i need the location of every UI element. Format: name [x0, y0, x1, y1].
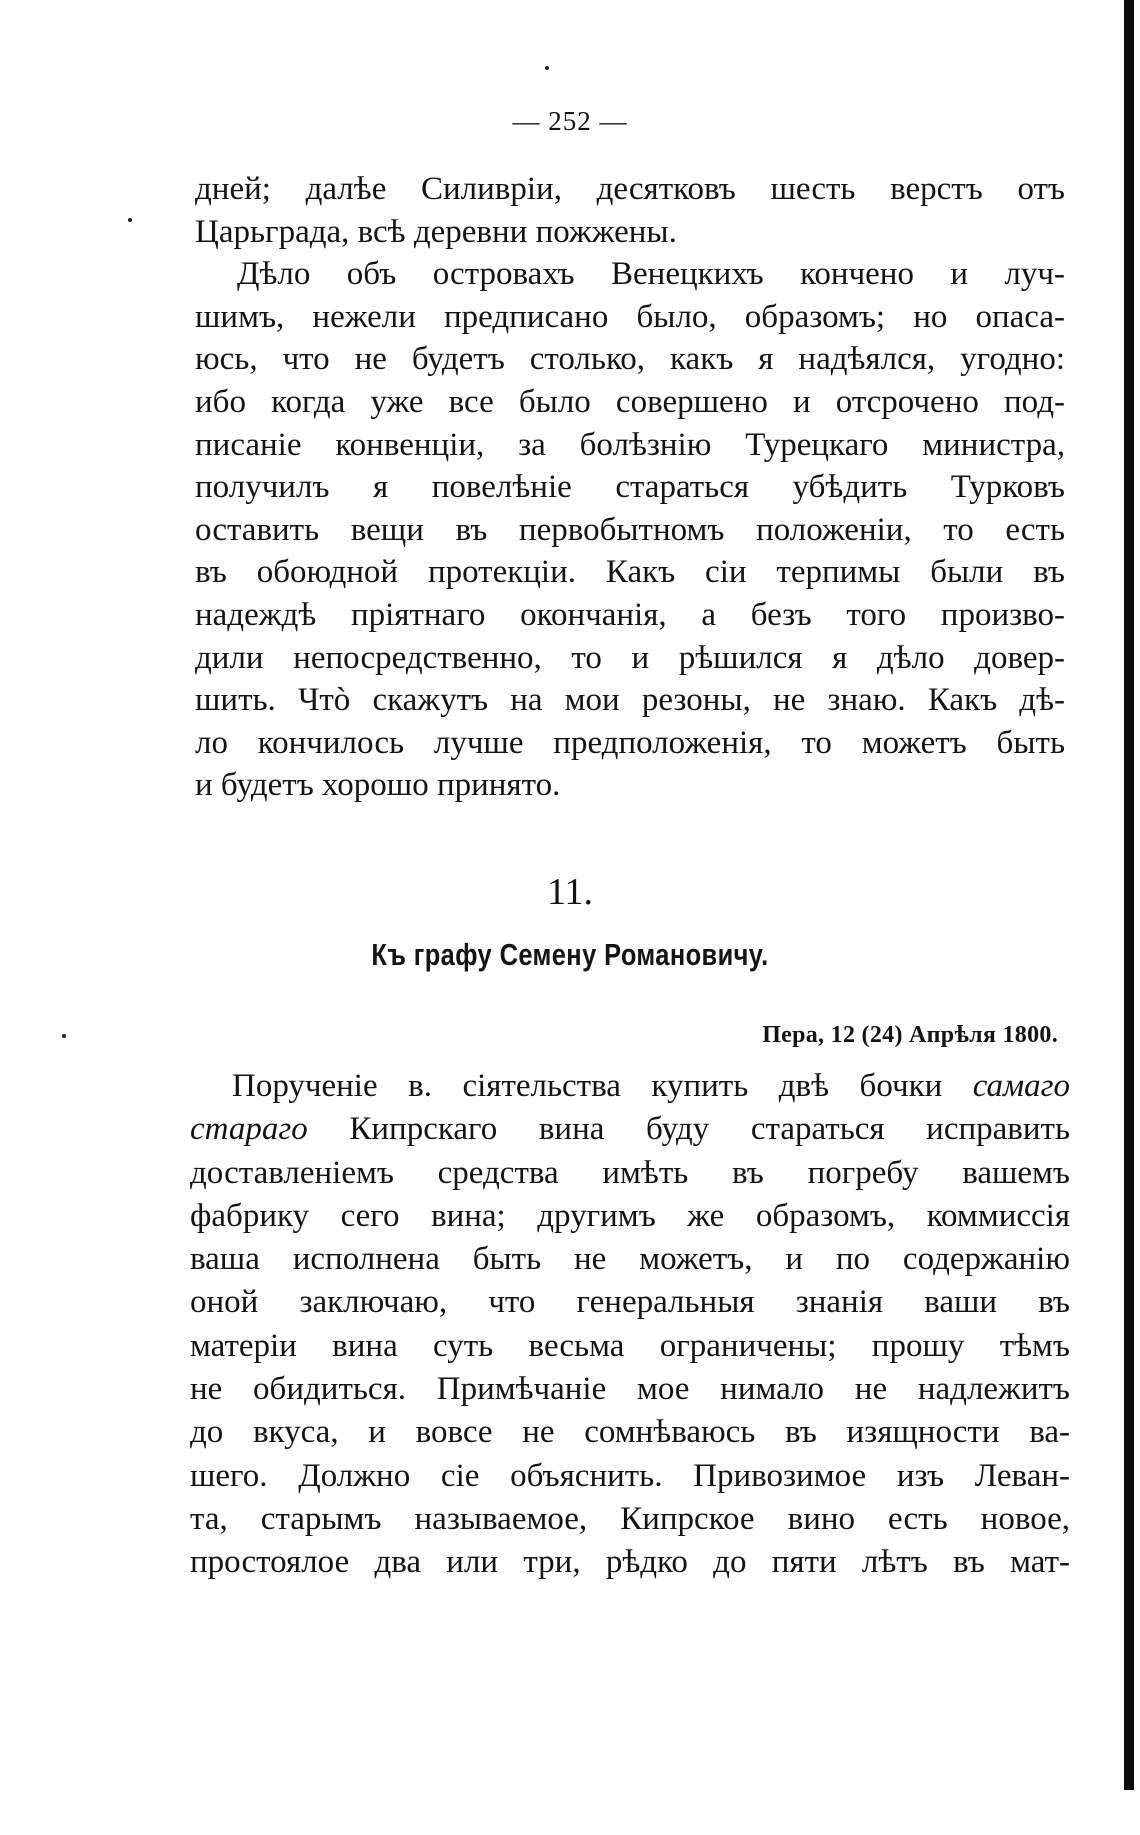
- text-line: оной заключаю, что генеральныя знанiя ваши въ: [190, 1284, 1070, 1321]
- text-line: Царьграда, всѣ деревни пожжены.: [195, 213, 677, 250]
- italic-run: стараго: [190, 1111, 308, 1148]
- text-line: въ обоюдной протекцiи. Какъ сiи терпимы были въ: [195, 554, 1065, 591]
- text-line: оставить вещи въ первобытномъ положенiи, то есть: [195, 511, 1065, 548]
- text-line: шего. Должно сiе объяснить. Привозимое изъ Леван-: [190, 1457, 1070, 1494]
- text-block-upper: [195, 168, 1065, 807]
- italic-run: самаго: [972, 1068, 1070, 1104]
- print-speck: [128, 218, 132, 222]
- text-line: дней; далѣе Силиврiи, десятковъ шесть верстъ отъ: [195, 171, 1065, 207]
- text-line: ибо когда уже все было совершено и отсрочено под-: [195, 383, 1065, 420]
- text-line: Дѣло объ островахъ Венецкихъ кончено и луч-: [237, 256, 1065, 293]
- text-line: не обидиться. Примѣчанiе мое нимало не надлежитъ: [190, 1371, 1070, 1408]
- dateline: Пера, 12 (24) Апрѣля 1800.: [762, 1022, 1058, 1048]
- text-line: доставленiемъ средства имѣть въ погребу вашемъ: [190, 1154, 1070, 1191]
- text-line: ваша исполнена быть не можетъ, и по содержанiю: [190, 1241, 1070, 1278]
- page-number: — 252 —: [512, 106, 628, 136]
- text-line: простоялое два или три, рѣдко до пяти лѣтъ въ мат-: [190, 1544, 1070, 1581]
- text-line: до вкуса, и вовсе не сомнѣваюсь въ изящности ва-: [190, 1414, 1070, 1451]
- text-line: писанiе конвенцiи, за болѣзнiю Турецкаго министра,: [195, 426, 1065, 463]
- text-line: и будетъ хорошо принято.: [195, 767, 561, 804]
- text-line: дили непосредственно, то и рѣшился я дѣло довер-: [195, 639, 1065, 676]
- text-line: [190, 1108, 1070, 1151]
- print-speck: [545, 66, 549, 70]
- letter-heading: Къ графу Семену Романовичу.: [371, 937, 769, 972]
- section-number: 11.: [546, 871, 594, 913]
- text-line: матерiи вина суть весьма ограничены; прошу тѣмъ: [190, 1327, 1070, 1364]
- text-run: Порученiе в. сiятельства купить двѣ бочки: [232, 1068, 973, 1104]
- text-line: юсь, что не будетъ столько, какъ я надѣялся, угодно:: [195, 341, 1065, 378]
- text-line: шимъ, нежели предписано было, образомъ; но опаса-: [195, 298, 1065, 335]
- text-block-letter: [190, 1065, 1070, 1585]
- text-line: надеждѣ прiятнаго окончанiя, а безъ того произво-: [195, 596, 1065, 633]
- text-line: фабрику сего вина; другимъ же образомъ, коммиссiя: [190, 1197, 1070, 1234]
- text-line: ло кончилось лучше предположенiя, то можетъ быть: [195, 724, 1065, 761]
- text-line: [190, 1065, 1070, 1108]
- text-line: та, старымъ называемое, Кипрское вино есть новое,: [190, 1500, 1070, 1537]
- text-run: Кипрскаго вина буду стараться исправить: [307, 1111, 1070, 1148]
- text-line: шить. Чтò скажутъ на мои резоны, не знаю. Какъ дѣ-: [195, 682, 1065, 719]
- text-line: получилъ я повелѣнiе стараться убѣдить Турковъ: [195, 469, 1065, 506]
- print-speck: [62, 1034, 66, 1038]
